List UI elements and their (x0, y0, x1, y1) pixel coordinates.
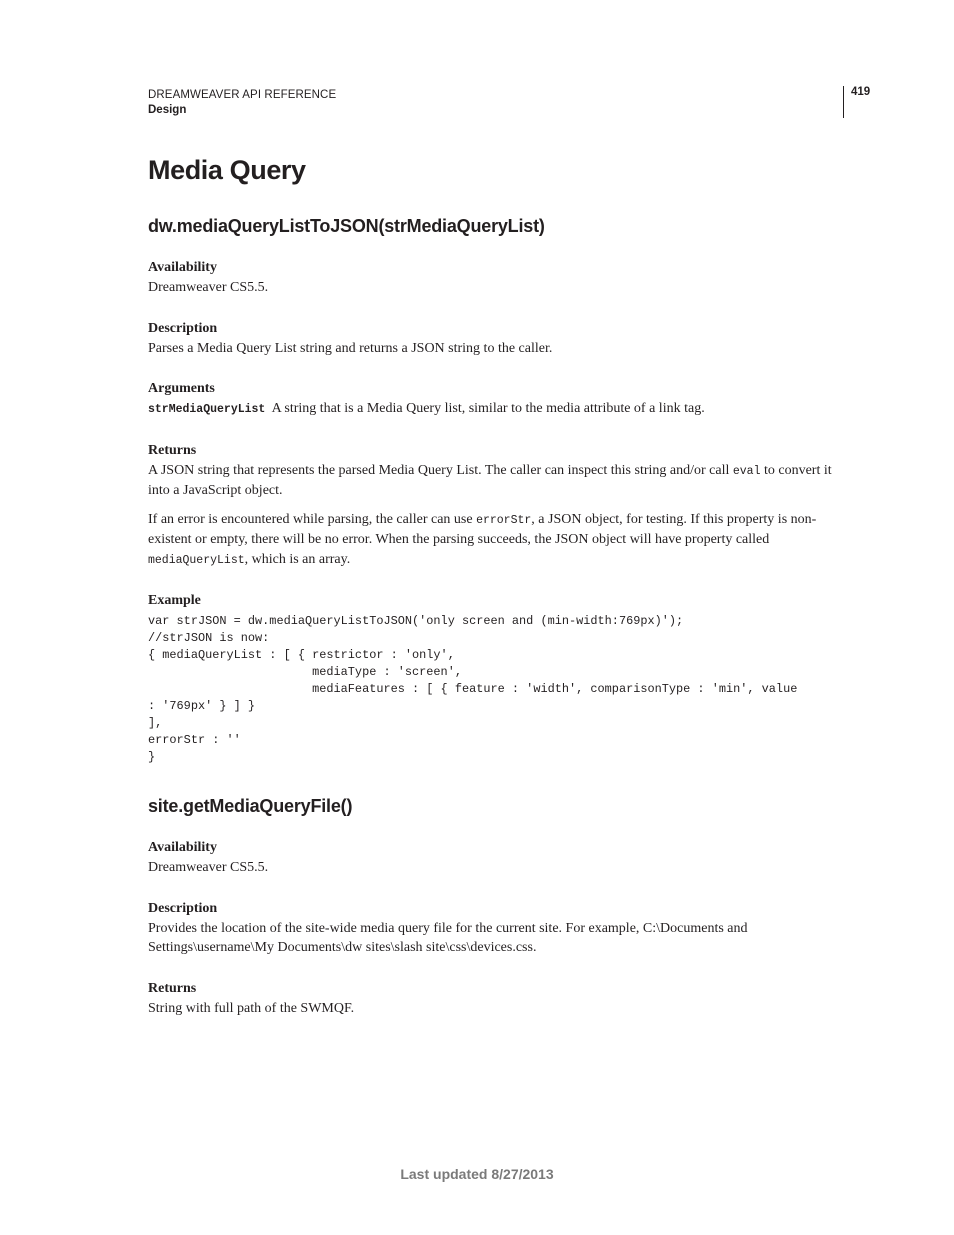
returns-text: , which is an array. (244, 551, 351, 567)
argument-description: A string that is a Media Query list, similar to the media attribute of a link tag. (271, 401, 705, 416)
availability-label: Availability (148, 260, 217, 275)
returns-text: String with full path of the SWMQF. (148, 1000, 355, 1016)
book-title: DREAMWEAVER API REFERENCE (148, 89, 337, 101)
returns-text: If an error is encountered while parsing, the caller can use (148, 511, 477, 527)
returns-label: Returns (148, 980, 197, 996)
footer-last-updated: Last updated 8/27/2013 (400, 1166, 554, 1182)
returns-paragraph-2 (148, 510, 843, 571)
description-text: Parses a Media Query List string and returns a JSON string to the caller. (148, 340, 553, 356)
argument-name: strMediaQueryList (148, 403, 266, 416)
availability-text: Dreamweaver CS5.5. (148, 280, 269, 295)
inline-code-errorstr: errorStr (476, 513, 532, 527)
returns-text: to convert it into a JavaScript object. (148, 462, 832, 498)
argument-item (148, 399, 843, 420)
function-heading-mediaquerylisttojson: dw.mediaQueryListToJSON(strMediaQueryList) (148, 216, 545, 236)
availability-label: Availability (148, 840, 217, 855)
description-text: Provides the location of the site-wide media query file for the current site. For example, C:\Documents and Settings\username\My Documents\dw sites\slash site\css\devices.css. (148, 920, 748, 955)
page-title: Media Query (148, 155, 306, 185)
example-label: Example (148, 593, 201, 608)
function-heading-getmediaqueryfile: site.getMediaQueryFile() (148, 796, 353, 816)
page-number: 419 (851, 86, 871, 98)
description-label: Description (148, 320, 218, 336)
description-section (148, 319, 843, 359)
availability-section (148, 838, 843, 878)
header-divider (843, 86, 844, 118)
chapter-name: Design (148, 104, 187, 116)
description-section (148, 899, 843, 958)
availability-text: Dreamweaver CS5.5. (148, 860, 269, 875)
arguments-label: Arguments (148, 381, 215, 396)
main-content (148, 152, 843, 1039)
returns-text: , a JSON object, for testing. If this property is non-existent or empty, there will be no error. When the parsing succeeds, the JSON object will have property called (148, 511, 817, 547)
example-code-block: var strJSON = dw.mediaQueryListToJSON('only screen and (min-width:769px)'); //strJSON is now: { mediaQueryList : [ { restrictor : 'only', mediaType : 'screen', mediaFeatures : [ { feature : 'width', comparisonType : 'min', value : '769px' } ] } ], errorStr : '' } (148, 614, 798, 764)
running-header (148, 88, 336, 118)
availability-section (148, 258, 843, 298)
inline-code-mediaquerylist: mediaQueryList (148, 553, 245, 567)
inline-code-eval: eval (732, 464, 761, 478)
returns-text: A JSON string that represents the parsed Media Query List. The caller can inspect this string and/or call (148, 462, 733, 478)
returns-section (148, 979, 843, 1019)
returns-section (148, 441, 843, 571)
returns-label: Returns (148, 442, 197, 458)
example-section (148, 591, 843, 766)
description-label: Description (148, 900, 218, 916)
returns-paragraph-1 (148, 461, 843, 501)
arguments-section (148, 379, 843, 420)
